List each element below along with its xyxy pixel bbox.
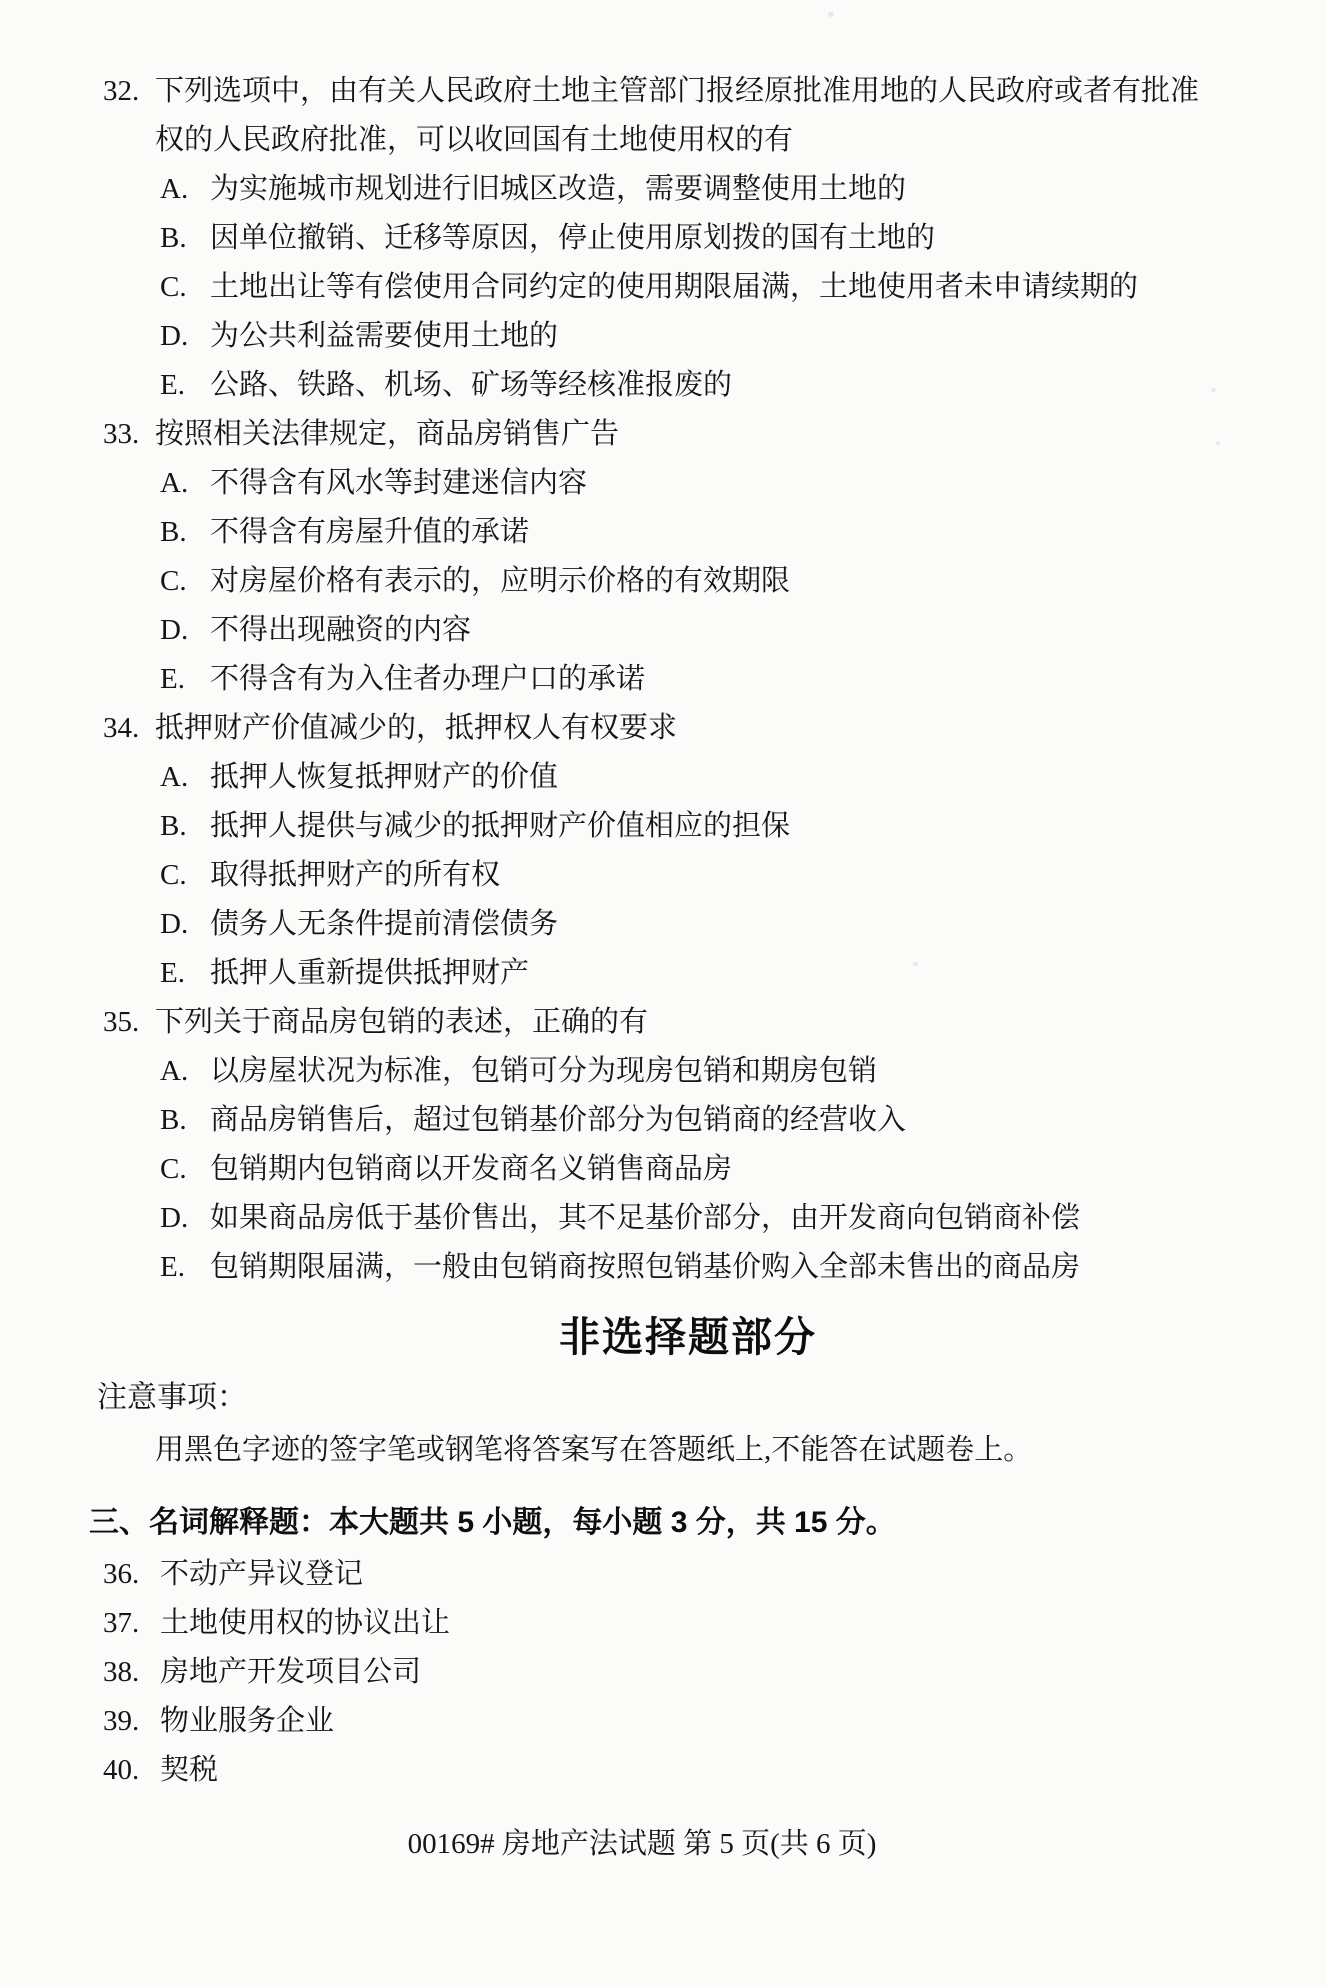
section-title: 非选择题部分 <box>559 1314 817 1360</box>
question-text: 不动产异议登记 <box>160 1558 364 1590</box>
question-number: 34. <box>103 712 140 744</box>
question-number: 33. <box>103 418 140 450</box>
option-row <box>103 606 1227 655</box>
option-text: 以房屋状况为标准，包销可分为现房包销和期房包销 <box>210 1055 878 1087</box>
option-letter: D. <box>160 1202 189 1234</box>
question-33-stem-row <box>103 410 1227 459</box>
question-32 <box>103 67 1227 410</box>
question-stem: 下列关于商品房包销的表述，正确的有 <box>155 1006 649 1038</box>
option-letter: C. <box>160 271 187 303</box>
option-row <box>103 459 1227 508</box>
question-number: 39. <box>103 1705 140 1737</box>
option-row <box>103 1096 1227 1145</box>
option-letter: C. <box>160 859 187 891</box>
option-row <box>103 165 1227 214</box>
option-letter: E. <box>160 1251 185 1283</box>
question-number: 35. <box>103 1006 140 1038</box>
option-letter: C. <box>160 1153 187 1185</box>
question-34-options <box>103 753 1227 998</box>
option-row <box>103 753 1227 802</box>
notice-label: 注意事项： <box>97 1381 247 1414</box>
scan-speck <box>828 12 834 17</box>
term-question-list <box>103 1550 1227 1795</box>
option-text: 对房屋价格有表示的，应明示价格的有效期限 <box>210 565 791 597</box>
notice-text: 用黑色字迹的签字笔或钢笔将答案写在答题纸上,不能答在试题卷上。 <box>155 1434 1033 1466</box>
term-question-37 <box>103 1599 1227 1648</box>
option-text: 抵押人重新提供抵押财产 <box>210 957 530 989</box>
option-letter: E. <box>160 663 185 695</box>
option-row <box>103 1145 1227 1194</box>
term-question-38 <box>103 1648 1227 1697</box>
option-text: 公路、铁路、机场、矿场等经核准报废的 <box>210 369 733 401</box>
question-stem: 抵押财产价值减少的，抵押权人有权要求 <box>155 712 678 744</box>
question-number: 37. <box>103 1607 140 1639</box>
option-row <box>103 1243 1227 1292</box>
option-text: 不得含有房屋升值的承诺 <box>210 516 530 548</box>
question-35-stem-row <box>103 998 1227 1047</box>
option-letter: D. <box>160 614 189 646</box>
option-text: 抵押人提供与减少的抵押财产价值相应的担保 <box>210 810 791 842</box>
page-footer: 00169# 房地产法试题 第 5 页(共 6 页) <box>407 1828 877 1860</box>
question-text: 土地使用权的协议出让 <box>160 1607 451 1639</box>
option-text: 包销期内包销商以开发商名义销售商品房 <box>210 1153 733 1185</box>
question-number: 38. <box>103 1656 140 1688</box>
option-row <box>103 214 1227 263</box>
option-letter: D. <box>160 908 189 940</box>
option-letter: B. <box>160 516 187 548</box>
question-34 <box>103 704 1227 998</box>
question-text: 房地产开发项目公司 <box>160 1656 422 1688</box>
option-letter: A. <box>160 1055 189 1087</box>
term-question-36 <box>103 1550 1227 1599</box>
option-row <box>103 508 1227 557</box>
option-row <box>103 1194 1227 1243</box>
scan-speck <box>1211 388 1216 392</box>
question-33 <box>103 410 1227 704</box>
option-letter: A. <box>160 467 189 499</box>
option-letter: E. <box>160 369 185 401</box>
part-heading: 三、名词解释题：本大题共 5 小题，每小题 3 分，共 15 分。 <box>89 1506 896 1539</box>
question-stem: 按照相关法律规定，商品房销售广告 <box>155 418 620 450</box>
option-letter: A. <box>160 173 189 205</box>
scan-speck <box>913 962 918 966</box>
option-row <box>103 949 1227 998</box>
option-letter: E. <box>160 957 185 989</box>
term-question-39 <box>103 1697 1227 1746</box>
option-text: 如果商品房低于基价售出，其不足基价部分，由开发商向包销商补偿 <box>210 1202 1081 1234</box>
scan-speck <box>1216 441 1220 445</box>
option-row <box>103 263 1227 312</box>
option-row <box>103 312 1227 361</box>
question-number: 32. <box>103 75 140 107</box>
option-text: 抵押人恢复抵押财产的价值 <box>210 761 559 793</box>
option-row <box>103 655 1227 704</box>
option-text: 债务人无条件提前清偿债务 <box>210 908 559 940</box>
question-33-options <box>103 459 1227 704</box>
option-row <box>103 802 1227 851</box>
option-text: 因单位撤销、迁移等原因，停止使用原划拨的国有土地的 <box>210 222 936 254</box>
option-text: 不得含有风水等封建迷信内容 <box>210 467 588 499</box>
option-text: 商品房销售后，超过包销基价部分为包销商的经营收入 <box>210 1104 907 1136</box>
option-text: 取得抵押财产的所有权 <box>210 859 501 891</box>
question-32-stem-row <box>103 67 1227 165</box>
option-letter: C. <box>160 565 187 597</box>
option-row <box>103 361 1227 410</box>
question-number: 36. <box>103 1558 140 1590</box>
option-row <box>103 557 1227 606</box>
option-text: 为实施城市规划进行旧城区改造，需要调整使用土地的 <box>210 173 907 205</box>
option-letter: B. <box>160 1104 187 1136</box>
option-letter: B. <box>160 222 187 254</box>
option-text: 不得含有为入住者办理户口的承诺 <box>210 663 646 695</box>
question-text: 物业服务企业 <box>160 1705 335 1737</box>
question-34-stem-row <box>103 704 1227 753</box>
question-35 <box>103 998 1227 1292</box>
option-text: 为公共利益需要使用土地的 <box>210 320 559 352</box>
option-letter: A. <box>160 761 189 793</box>
question-stem: 下列选项中，由有关人民政府土地主管部门报经原批准用地的人民政府或者有批准权的人民政府批准，可以收回国有土地使用权的有 <box>155 75 1200 156</box>
question-35-options <box>103 1047 1227 1292</box>
option-row <box>103 900 1227 949</box>
question-number: 40. <box>103 1754 140 1786</box>
option-letter: B. <box>160 810 187 842</box>
option-row <box>103 1047 1227 1096</box>
option-text: 不得出现融资的内容 <box>210 614 472 646</box>
question-32-options <box>103 165 1227 410</box>
option-text: 包销期限届满，一般由包销商按照包销基价购入全部未售出的商品房 <box>210 1251 1081 1283</box>
option-letter: D. <box>160 320 189 352</box>
option-text: 土地出让等有偿使用合同约定的使用期限届满，土地使用者未申请续期的 <box>210 271 1139 303</box>
term-question-40 <box>103 1746 1227 1795</box>
question-text: 契税 <box>160 1754 219 1786</box>
option-row <box>103 851 1227 900</box>
